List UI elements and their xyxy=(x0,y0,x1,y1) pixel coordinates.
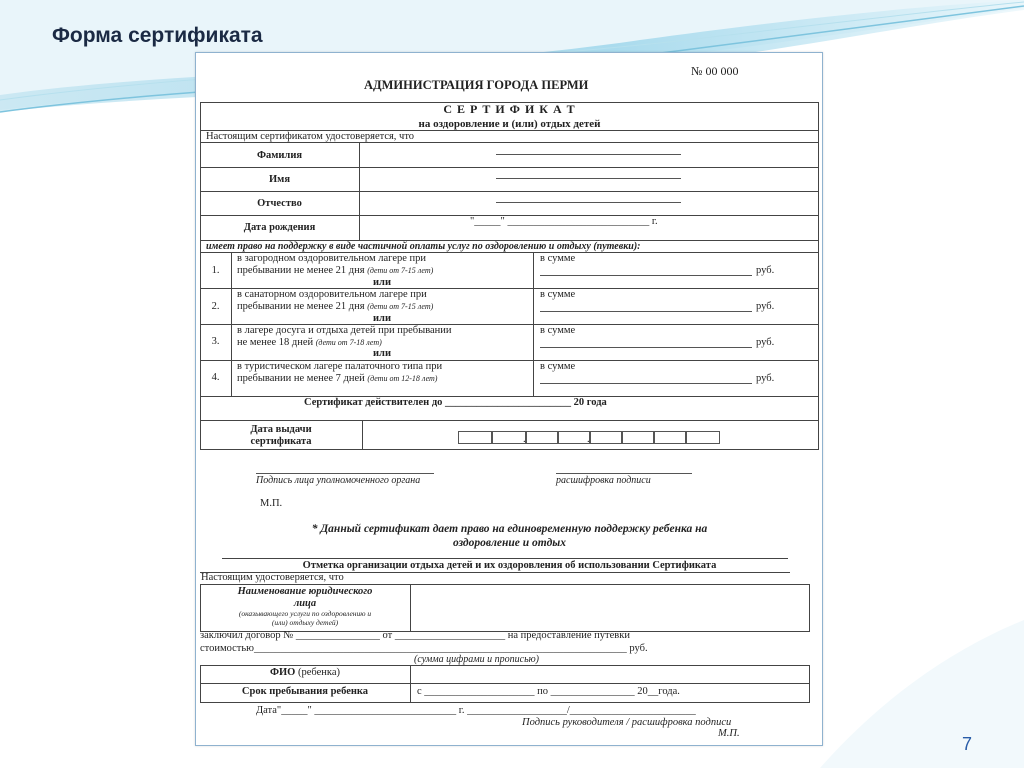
option-line1: в санаторном оздоровительном лагере при xyxy=(237,289,427,300)
note-line2: оздоровление и отдых xyxy=(452,537,567,549)
name-line[interactable] xyxy=(496,178,681,179)
option-line2: пребывании не менее 7 дней xyxy=(237,373,365,384)
option-line1: в лагере досуга и отдыха детей при пребывании xyxy=(237,325,452,336)
sum-unit: руб. xyxy=(756,301,775,312)
option-num: 4. xyxy=(211,372,220,383)
name-label: Имя xyxy=(269,174,290,185)
valid-until: Сертификат действителен до ________________________ 20 года xyxy=(304,397,607,408)
right-intro: имеет право на поддержку в виде частичной оплаты услуг по оздоровлению и отдыху (путевки): xyxy=(206,241,641,252)
certificate-document: № 00 000 АДМИНИСТРАЦИЯ ГОРОДА ПЕРМИ С Е Р Т И Ф И К А Т на оздоровление и (или) отдых детей Настоящим сертификатом удостоверяется, что Фамилия Имя Отчество Дата рождения "_____" ___________________________ г. имеет право на поддержку в виде частичной оплаты услуг по оздоровлению и отдыху (путевки): 1. в загородном оздоровительном лагере при пребывании не менее 21 дня (дети от 7-15 лет) или в сумме руб. 2. в санаторном оздоровительном лагере при пребывании не менее 21 дня (дети от 7-15 лет) или в сумме руб. 3. в лагере досуга и отдыха детей при пребывании не менее 18 дней (дети от 7-18 лет) или в сумме руб. 4. в туристическом лагере палаточного типа при пребывании не менее 7 дней (дети от 12-18 лет) в сумме руб. Сертификат действителен до ________________________ 20 года Дата выдачи сертификата . . Подпись лица уполномоченного органа расшифровка подписи М.П. * Данный сертификат дает право на единовременную поддержку ребенка на оздоровление и отдых Отметка организации отдыха детей и их оздоровления об использовании Сертификата Настоящим удостоверяется, что Наименование юридического лица (оказывающего услуги по оздоровлению и (или) отдыху детей) заключил договор № ________________ от _____________________ на предоставление путевки стоимостью_______________________________________________________________________ руб. (сумма цифрами и прописью) ФИО (ребенка) Срок пребывания ребенка с _____________________ по ________________ 20__года. Дата"_____" ___________________________ г. ___________________/________________________ Подпись руководителя / расшифровка подписи М.П. xyxy=(195,52,823,746)
note-line1: * Данный сертификат дает право на единовременную поддержку ребенка на xyxy=(311,523,708,535)
option-or: или xyxy=(373,313,391,324)
option-ages: (дети от 12-18 лет) xyxy=(367,374,438,383)
option-line2: пребывании не менее 21 дня xyxy=(237,301,365,312)
org-name-note-line1: (оказывающего услуги по оздоровлению и xyxy=(238,609,372,618)
cost-note: (сумма цифрами и прописью) xyxy=(414,654,540,665)
contract-line[interactable]: заключил договор № ________________ от _____________________ на предоставление путевки xyxy=(200,630,630,641)
option-num: 2. xyxy=(211,301,220,312)
final-stamp: М.П. xyxy=(718,728,740,739)
sum-label: в сумме xyxy=(540,325,576,336)
sign-label: Подпись лица уполномоченного органа xyxy=(256,475,421,486)
dob-label: Дата рождения xyxy=(243,222,316,233)
sum-line[interactable] xyxy=(540,311,752,312)
stamp-label: М.П. xyxy=(260,498,283,509)
org-name-label-line2: лица xyxy=(293,598,317,609)
patronymic-line[interactable] xyxy=(496,202,681,203)
sum-line[interactable] xyxy=(540,275,752,276)
org-name-note-line2: (или) отдыху детей) xyxy=(271,618,339,627)
org-name-label-line1: Наименование юридического xyxy=(237,586,373,597)
option-ages: (дети от 7-15 лет) xyxy=(367,302,434,311)
page-number: 7 xyxy=(962,734,973,754)
usage-title: Отметка организации отдыха детей и их оздоровления об использовании Сертификата xyxy=(302,560,717,571)
issue-date-label-line2: сертификата xyxy=(250,436,312,447)
certificate-title: С Е Р Т И Ф И К А Т xyxy=(443,102,576,116)
administration-title: АДМИНИСТРАЦИЯ ГОРОДА ПЕРМИ xyxy=(364,78,589,92)
option-or: или xyxy=(373,277,391,288)
certificate-number: № 00 000 xyxy=(691,64,739,78)
sum-unit: руб. xyxy=(756,265,775,276)
decode-label: расшифровка подписи xyxy=(556,475,651,486)
final-date-line[interactable]: Дата"_____" ___________________________ г. ___________________/________________________ xyxy=(256,705,696,716)
slide-title: Форма сертификата xyxy=(52,24,263,47)
stay-period-value[interactable]: с _____________________ по ________________ 20__года. xyxy=(417,686,680,697)
sum-label: в сумме xyxy=(540,289,576,300)
attest-text: Настоящим сертификатом удостоверяется, что xyxy=(206,131,415,142)
option-line2: пребывании не менее 21 дня xyxy=(237,265,365,276)
sum-line[interactable] xyxy=(540,383,752,384)
sum-label: в сумме xyxy=(540,253,576,264)
option-or: или xyxy=(373,348,391,359)
patronymic-label: Отчество xyxy=(257,198,302,209)
sum-line[interactable] xyxy=(540,347,752,348)
surname-label: Фамилия xyxy=(256,150,303,161)
issue-date-label-line1: Дата выдачи xyxy=(250,424,312,435)
child-fio-label: ФИО (ребенка) xyxy=(270,667,340,678)
usage-attest: Настоящим удостоверяется, что xyxy=(201,572,344,583)
option-ages: (дети от 7-18 лет) xyxy=(315,338,382,347)
option-line1: в туристическом лагере палаточного типа при xyxy=(237,361,443,372)
head-sign-label: Подпись руководителя / расшифровка подписи xyxy=(522,717,732,728)
stay-period-label: Срок пребывания ребенка xyxy=(241,686,369,697)
option-num: 1. xyxy=(211,265,220,276)
sum-label: в сумме xyxy=(540,361,576,372)
sum-unit: руб. xyxy=(756,337,775,348)
certificate-subtitle: на оздоровление и (или) отдых детей xyxy=(418,118,601,130)
sum-unit: руб. xyxy=(756,373,775,384)
option-ages: (дети от 7-15 лет) xyxy=(367,266,434,275)
cost-line[interactable]: стоимостью_______________________________________________________________________ руб. xyxy=(200,643,648,654)
option-line2: не менее 18 дней xyxy=(237,337,314,348)
option-line1: в загородном оздоровительном лагере при xyxy=(237,253,427,264)
dob-value[interactable]: "_____" ___________________________ г. xyxy=(470,216,658,227)
option-num: 3. xyxy=(211,336,220,347)
surname-line[interactable] xyxy=(496,154,681,155)
